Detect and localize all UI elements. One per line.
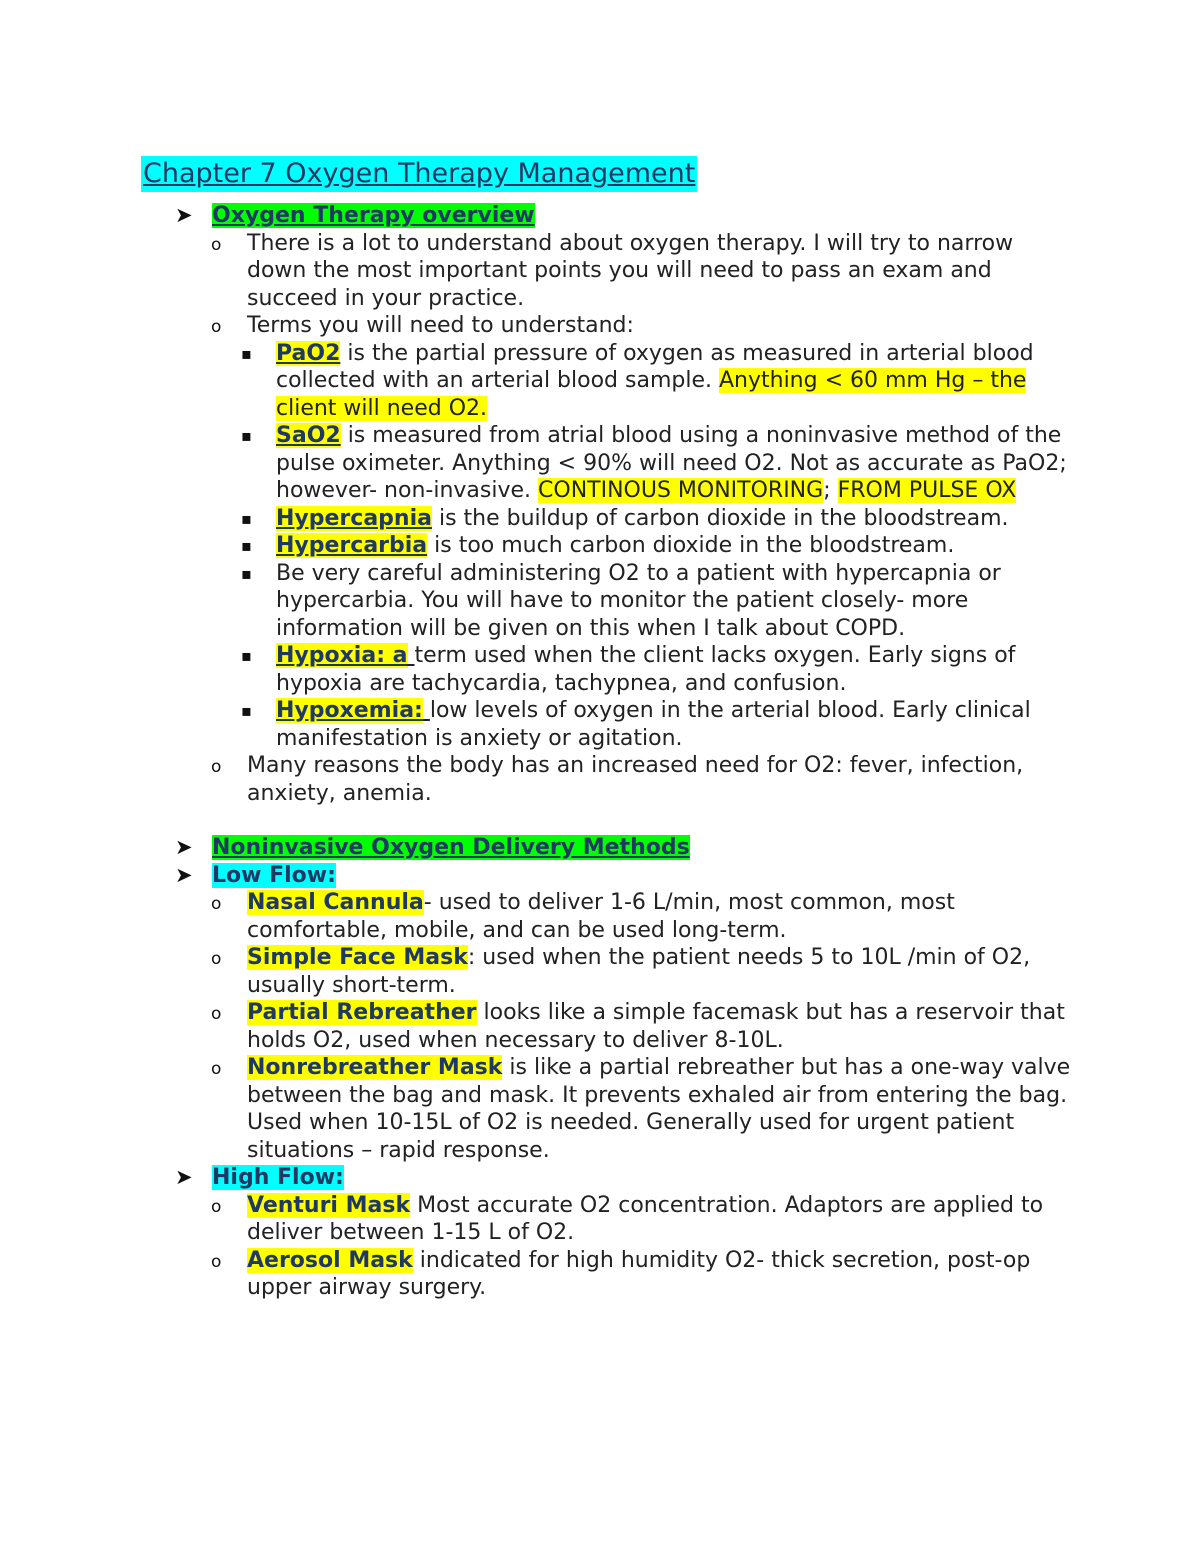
term-hypoxemia: ▪ Hypoxemia: low levels of oxygen in the arterial blood. Early clinical manifestation is anxiety or agitation. (241, 698, 1031, 751)
section-heading-noninvasive: ➤ Noninvasive Oxygen Delivery Methods (175, 835, 690, 860)
square-bullet-icon: ▪ (241, 563, 252, 583)
circle-bullet-icon: o (211, 949, 222, 969)
circle-bullet-icon: o (211, 1059, 222, 1079)
circle-bullet-icon: o (211, 894, 222, 914)
document-page (141, 156, 1071, 1302)
method-partial-rebreather: o Partial Rebreather looks like a simple facemask but has a reservoir that holds O2, used when necessary to deliver 8-10L. (211, 1000, 1065, 1053)
square-bullet-icon: ▪ (241, 426, 252, 445)
arrowhead-bullet-icon: ➤ (175, 1165, 193, 1189)
arrowhead-bullet-icon: ➤ (175, 835, 193, 859)
term-pao2: ▪ PaO2 is the partial pressure of oxygen as measured in arterial blood collected with an arterial blood sample. Anything < 60 mm Hg – the client will need O2. (241, 340, 1034, 421)
arrowhead-bullet-icon: ➤ (175, 862, 193, 887)
square-bullet-icon: ▪ (241, 343, 252, 363)
circle-bullet-icon: o (211, 234, 222, 255)
square-bullet-icon: ▪ (241, 701, 252, 720)
list-item: o Terms you will need to understand: (141, 312, 1071, 340)
circle-bullet-icon: o (211, 1004, 222, 1024)
term-sao2: ▪ SaO2 is measured from atrial blood using a noninvasive method of the pulse oximeter. Anything < 90% will need O2. Not as accurate as PaO2; however- non-invasive. CONTINOUS MONITORING; FROM PULSE OX (241, 423, 1067, 503)
method-aerosol-mask: o Aerosol Mask indicated for high humidity O2- thick secretion, post-op upper airway surgery. (211, 1247, 1031, 1300)
square-bullet-icon: ▪ (241, 646, 252, 665)
square-bullet-icon: ▪ (241, 536, 252, 555)
page-title (141, 156, 1071, 192)
term-hypercarbia: ▪ Hypercarbia is too much carbon dioxide in the bloodstream. (241, 533, 955, 558)
method-nonrebreather-mask: o Nonrebreather Mask is like a partial rebreather but has a one-way valve between the bag and mask. It prevents exhaled air from entering the bag. Used when 10-15L of O2 is needed. Generally used for urgent patient situations – rapid response. (211, 1055, 1071, 1163)
circle-bullet-icon: o (211, 757, 222, 777)
subheading-low-flow: ➤ Low Flow: (175, 862, 336, 888)
term-hypoxia: ▪ Hypoxia: a term used when the client lacks oxygen. Early signs of hypoxia are tachycardia, tachypnea, and confusion. (241, 643, 1016, 696)
chapter-title: Chapter 7 Oxygen Therapy Management (141, 156, 697, 192)
subheading-high-flow: ➤ High Flow: (175, 1165, 344, 1190)
list-item: o Many reasons the body has an increased need for O2: fever, infection, anxiety, anemia. (211, 753, 1024, 806)
circle-bullet-icon: o (211, 1251, 222, 1272)
method-venturi-mask: o Venturi Mask Most accurate O2 concentration. Adaptors are applied to deliver between 1-15 L of O2. (211, 1192, 1044, 1245)
square-bullet-icon: ▪ (241, 508, 252, 528)
circle-bullet-icon: o (211, 317, 222, 337)
arrowhead-bullet-icon: ➤ (175, 203, 193, 227)
caution-note: ▪ Be very careful administering O2 to a patient with hypercapnia or hypercarbia. You will have to monitor the patient closely- more information will be given on this when I talk about COPD. (241, 560, 1001, 641)
section-heading-overview: ➤ Oxygen Therapy overview (175, 203, 535, 228)
circle-bullet-icon: o (211, 1196, 222, 1217)
method-nasal-cannula: o Nasal Cannula- used to deliver 1-6 L/min, most common, most comfortable, mobile, and can be used long-term. (211, 890, 955, 943)
list-item: o There is a lot to understand about oxygen therapy. I will try to narrow down the most important points you will need to pass an exam and succeed in your practice. (211, 230, 1014, 311)
term-hypercapnia: ▪ Hypercapnia is the buildup of carbon dioxide in the bloodstream. (241, 505, 1009, 531)
method-simple-face-mask: o Simple Face Mask: used when the patient needs 5 to 10L /min of O2, usually short-term. (211, 945, 1031, 998)
